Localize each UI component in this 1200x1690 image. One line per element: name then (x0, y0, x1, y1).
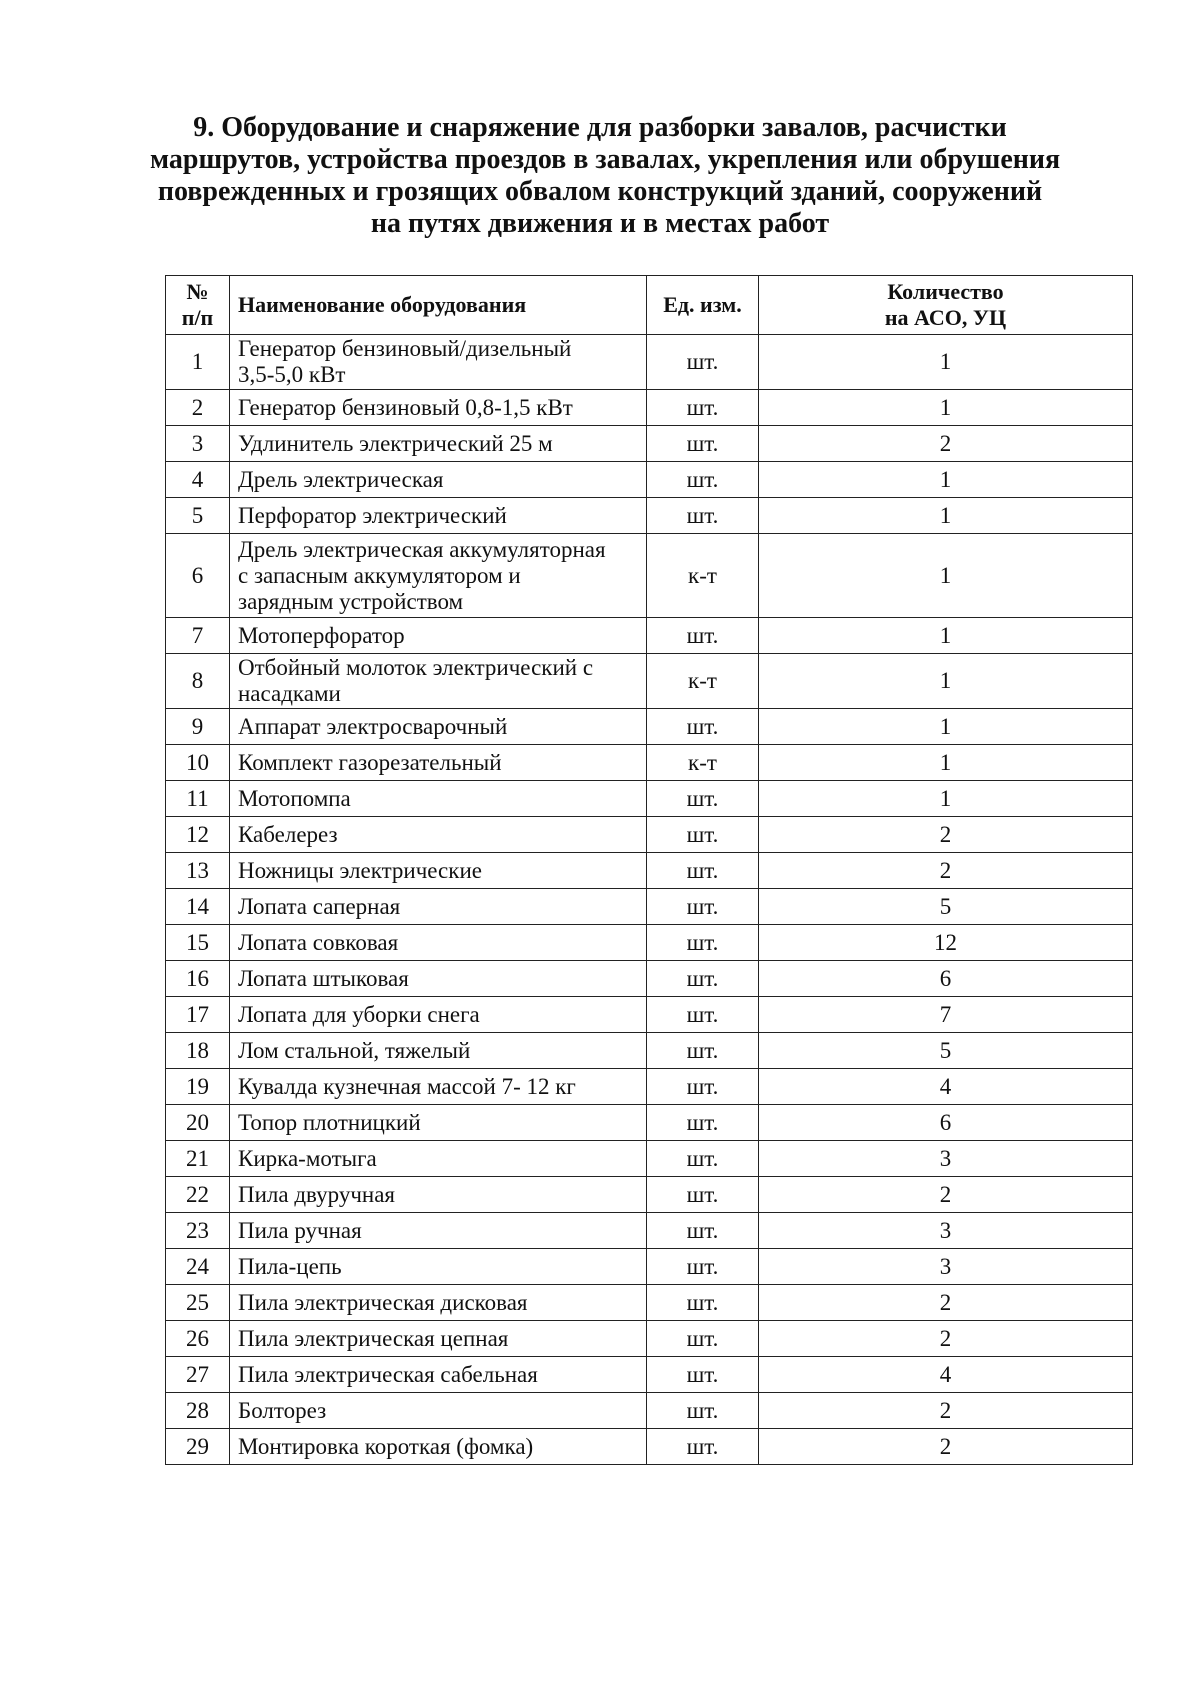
unit-of-measure: шт. (647, 1357, 759, 1393)
table-row (166, 709, 1133, 745)
table-row (166, 1321, 1133, 1357)
row-number: 23 (166, 1213, 230, 1249)
equipment-name-line: Кирка-мотыга (238, 1145, 377, 1171)
table-row (166, 889, 1133, 925)
equipment-name-line: Пила электрическая сабельная (238, 1361, 538, 1387)
table-row (166, 817, 1133, 853)
unit-of-measure: шт. (647, 462, 759, 498)
title-line: поврежденных и грозящих обвалом конструкций зданий, сооружений (157, 176, 1043, 207)
table-row (166, 618, 1133, 654)
table-row (166, 853, 1133, 889)
quantity: 1 (759, 462, 1133, 498)
title-line: маршрутов, устройства проездов в завалах, укрепления или обрушения (150, 144, 1061, 175)
unit-of-measure: шт. (647, 1249, 759, 1285)
unit-of-measure: шт. (647, 1321, 759, 1357)
row-number: 6 (166, 534, 230, 618)
equipment-name (230, 853, 647, 889)
table-row (166, 1429, 1133, 1465)
equipment-name (230, 462, 647, 498)
equipment-name-line: Мотоперфоратор (238, 622, 405, 648)
table-row (166, 1393, 1133, 1429)
unit-of-measure: шт. (647, 390, 759, 426)
unit-of-measure: шт. (647, 1177, 759, 1213)
equipment-name-line: Аппарат электросварочный (238, 713, 508, 739)
equipment-name (230, 1033, 647, 1069)
equipment-name (230, 618, 647, 654)
equipment-name-line: Пила двуручная (238, 1181, 395, 1207)
row-number: 26 (166, 1321, 230, 1357)
table-row (166, 335, 1133, 390)
row-number: 22 (166, 1177, 230, 1213)
equipment-name (230, 1393, 647, 1429)
unit-of-measure: шт. (647, 853, 759, 889)
equipment-name (230, 1357, 647, 1393)
equipment-name-line: Мотопомпа (238, 785, 351, 811)
row-number: 3 (166, 426, 230, 462)
equipment-name-line: зарядным устройством (238, 588, 464, 614)
row-number: 4 (166, 462, 230, 498)
title-line: 9. Оборудование и снаряжение для разборки завалов, расчистки (193, 112, 1007, 143)
document-title (150, 112, 1061, 240)
equipment-name (230, 709, 647, 745)
equipment-name (230, 1321, 647, 1357)
header-number-line2: п/п (181, 305, 214, 330)
quantity: 2 (759, 1429, 1133, 1465)
quantity: 2 (759, 1393, 1133, 1429)
equipment-name (230, 534, 647, 618)
quantity: 1 (759, 745, 1133, 781)
equipment-name (230, 1213, 647, 1249)
equipment-name-line: Ножницы электрические (238, 857, 482, 883)
row-number: 7 (166, 618, 230, 654)
equipment-name-line: Комплект газорезательный (238, 749, 502, 775)
equipment-name-line: Генератор бензиновый 0,8-1,5 кВт (238, 394, 573, 420)
equipment-name (230, 745, 647, 781)
equipment-name (230, 1177, 647, 1213)
table-header-row (166, 276, 1133, 335)
table-row (166, 426, 1133, 462)
unit-of-measure: шт. (647, 335, 759, 390)
table-row (166, 1249, 1133, 1285)
unit-of-measure: шт. (647, 1429, 759, 1465)
quantity: 2 (759, 1285, 1133, 1321)
row-number: 13 (166, 853, 230, 889)
table-row (166, 534, 1133, 618)
equipment-name (230, 1069, 647, 1105)
equipment-name-line: Лом стальной, тяжелый (238, 1037, 471, 1063)
table-row (166, 1177, 1133, 1213)
equipment-name-line: Пила электрическая дисковая (238, 1289, 528, 1315)
table-row (166, 1213, 1133, 1249)
equipment-name-line: Пила электрическая цепная (238, 1325, 509, 1351)
header-number-line1: № (186, 279, 209, 304)
quantity: 2 (759, 853, 1133, 889)
equipment-name (230, 654, 647, 709)
table-row (166, 1069, 1133, 1105)
quantity: 2 (759, 426, 1133, 462)
unit-of-measure: шт. (647, 961, 759, 997)
unit-of-measure: шт. (647, 1285, 759, 1321)
unit-of-measure: к-т (647, 654, 759, 709)
quantity: 3 (759, 1213, 1133, 1249)
equipment-name-line: Кувалда кузнечная массой 7- 12 кг (238, 1073, 576, 1099)
equipment-name (230, 997, 647, 1033)
title-line: на путях движения и в местах работ (370, 208, 830, 239)
equipment-table (165, 275, 1133, 1465)
row-number: 9 (166, 709, 230, 745)
quantity: 3 (759, 1249, 1133, 1285)
row-number: 1 (166, 335, 230, 390)
row-number: 5 (166, 498, 230, 534)
equipment-name (230, 1249, 647, 1285)
quantity: 1 (759, 709, 1133, 745)
equipment-name-line: с запасным аккумулятором и (238, 562, 521, 588)
equipment-name (230, 1105, 647, 1141)
equipment-name (230, 1429, 647, 1465)
row-number: 2 (166, 390, 230, 426)
quantity: 2 (759, 1177, 1133, 1213)
table-row (166, 1357, 1133, 1393)
quantity: 4 (759, 1357, 1133, 1393)
equipment-name-line: Дрель электрическая (238, 466, 444, 492)
equipment-name (230, 498, 647, 534)
header-name: Наименование оборудования (230, 276, 647, 335)
equipment-name-line: 3,5-5,0 кВт (238, 362, 346, 387)
unit-of-measure: шт. (647, 1069, 759, 1105)
equipment-name (230, 335, 647, 390)
equipment-name-line: Пила-цепь (238, 1253, 342, 1279)
header-quantity (759, 276, 1133, 335)
table-body (166, 335, 1133, 1465)
equipment-name-line: Болторез (238, 1397, 327, 1423)
equipment-name-line: Монтировка короткая (фомка) (238, 1433, 534, 1459)
equipment-name-line: Лопата для уборки снега (238, 1001, 480, 1027)
row-number: 20 (166, 1105, 230, 1141)
row-number: 24 (166, 1249, 230, 1285)
header-number (166, 276, 230, 335)
equipment-name (230, 1285, 647, 1321)
unit-of-measure: шт. (647, 1213, 759, 1249)
quantity: 1 (759, 498, 1133, 534)
row-number: 21 (166, 1141, 230, 1177)
header-quantity-line2: на АСО, УЦ (884, 305, 1007, 330)
equipment-name (230, 781, 647, 817)
table-row (166, 1285, 1133, 1321)
table-row (166, 925, 1133, 961)
quantity: 4 (759, 1069, 1133, 1105)
row-number: 15 (166, 925, 230, 961)
table-row (166, 1033, 1133, 1069)
quantity: 2 (759, 817, 1133, 853)
unit-of-measure: шт. (647, 925, 759, 961)
unit-of-measure: шт. (647, 618, 759, 654)
row-number: 10 (166, 745, 230, 781)
unit-of-measure: шт. (647, 1393, 759, 1429)
equipment-name (230, 925, 647, 961)
quantity: 3 (759, 1141, 1133, 1177)
unit-of-measure: шт. (647, 498, 759, 534)
quantity: 1 (759, 654, 1133, 709)
quantity: 12 (759, 925, 1133, 961)
equipment-name-line: Удлинитель электрический 25 м (238, 430, 553, 456)
row-number: 12 (166, 817, 230, 853)
equipment-name-line: Генератор бензиновый/дизельный (238, 336, 572, 361)
equipment-name-line: Дрель электрическая аккумуляторная (238, 536, 606, 562)
equipment-name (230, 1141, 647, 1177)
row-number: 16 (166, 961, 230, 997)
equipment-name (230, 390, 647, 426)
table-row (166, 498, 1133, 534)
table-row (166, 1141, 1133, 1177)
quantity: 1 (759, 781, 1133, 817)
unit-of-measure: шт. (647, 781, 759, 817)
row-number: 28 (166, 1393, 230, 1429)
equipment-name-line: Кабелерез (238, 821, 338, 847)
quantity: 1 (759, 618, 1133, 654)
equipment-name-line: насадками (238, 681, 341, 706)
header-quantity-line1: Количество (887, 279, 1004, 304)
table-row (166, 745, 1133, 781)
row-number: 18 (166, 1033, 230, 1069)
quantity: 6 (759, 1105, 1133, 1141)
row-number: 11 (166, 781, 230, 817)
equipment-name (230, 889, 647, 925)
table-row (166, 390, 1133, 426)
row-number: 25 (166, 1285, 230, 1321)
quantity: 1 (759, 390, 1133, 426)
unit-of-measure: к-т (647, 534, 759, 618)
quantity: 5 (759, 889, 1133, 925)
unit-of-measure: шт. (647, 889, 759, 925)
unit-of-measure: шт. (647, 426, 759, 462)
row-number: 19 (166, 1069, 230, 1105)
row-number: 14 (166, 889, 230, 925)
unit-of-measure: шт. (647, 709, 759, 745)
unit-of-measure: шт. (647, 1033, 759, 1069)
equipment-name-line: Перфоратор электрический (238, 502, 507, 528)
table-row (166, 781, 1133, 817)
table-row (166, 654, 1133, 709)
quantity: 1 (759, 335, 1133, 390)
row-number: 8 (166, 654, 230, 709)
unit-of-measure: шт. (647, 1141, 759, 1177)
equipment-name-line: Лопата саперная (238, 893, 401, 919)
table-row (166, 1105, 1133, 1141)
quantity: 7 (759, 997, 1133, 1033)
equipment-name-line: Лопата совковая (238, 929, 399, 955)
equipment-name-line: Пила ручная (238, 1217, 362, 1243)
unit-of-measure: к-т (647, 745, 759, 781)
equipment-name (230, 817, 647, 853)
unit-of-measure: шт. (647, 997, 759, 1033)
unit-of-measure: шт. (647, 817, 759, 853)
table-row (166, 997, 1133, 1033)
unit-of-measure: шт. (647, 1105, 759, 1141)
row-number: 29 (166, 1429, 230, 1465)
table-row (166, 961, 1133, 997)
equipment-name (230, 961, 647, 997)
equipment-name (230, 426, 647, 462)
header-unit: Ед. изм. (647, 276, 759, 335)
row-number: 27 (166, 1357, 230, 1393)
equipment-name-line: Лопата штыковая (238, 965, 409, 991)
quantity: 1 (759, 534, 1133, 618)
equipment-name-line: Отбойный молоток электрический с (238, 655, 594, 680)
equipment-name-line: Топор плотницкий (238, 1109, 421, 1135)
quantity: 2 (759, 1321, 1133, 1357)
quantity: 5 (759, 1033, 1133, 1069)
table-row (166, 462, 1133, 498)
quantity: 6 (759, 961, 1133, 997)
row-number: 17 (166, 997, 230, 1033)
